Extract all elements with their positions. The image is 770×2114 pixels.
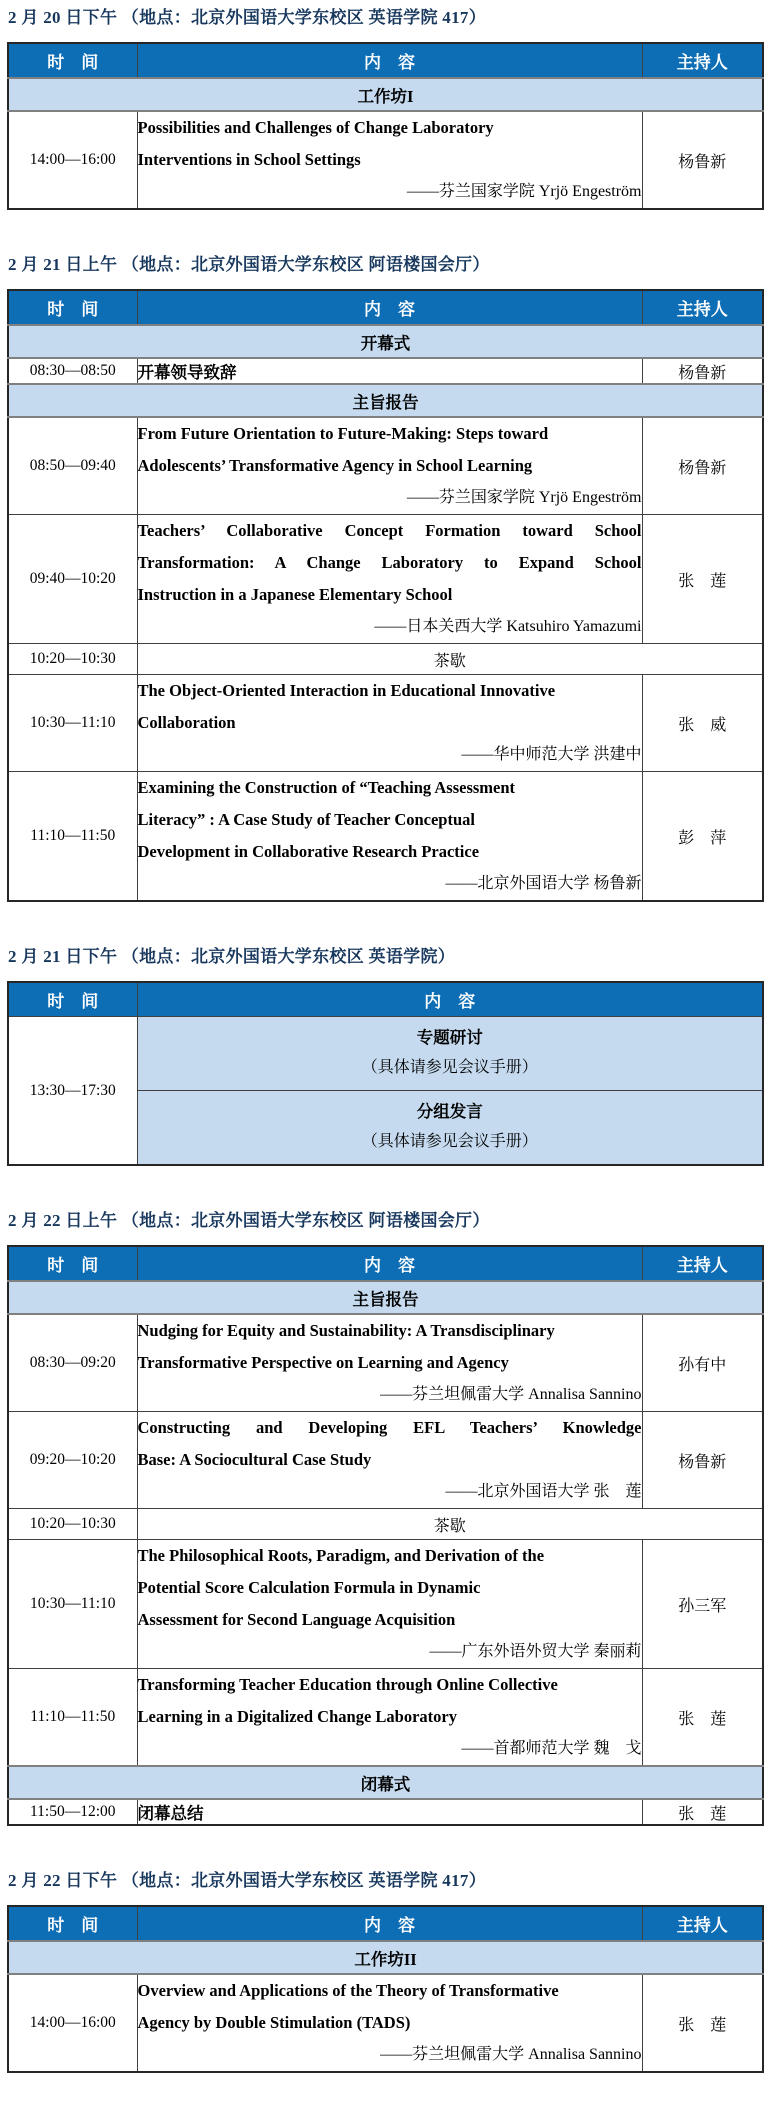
host-cell: 张 莲 bbox=[642, 1974, 763, 2072]
date-heading: 2 月 22 日下午 （地点：北京外国语大学东校区 英语学院 417） bbox=[8, 1871, 486, 1890]
content-cell bbox=[137, 772, 642, 902]
host-column-header: 主持人 bbox=[642, 1906, 763, 1941]
session-title-line: Possibilities and Challenges of Change Laboratory bbox=[137, 118, 494, 137]
section-4 bbox=[7, 1210, 763, 1826]
time-cell: 10:30—11:10 bbox=[8, 675, 137, 772]
session-title-line: Transforming Teacher Education through Online Collective bbox=[137, 1675, 558, 1694]
schedule-table bbox=[7, 42, 764, 210]
time-cell: 14:00—16:00 bbox=[8, 111, 137, 209]
session-row bbox=[8, 111, 763, 209]
time-cell: 08:30—08:50 bbox=[8, 358, 137, 384]
time-cell: 14:00—16:00 bbox=[8, 1974, 137, 2072]
session-presenter: ——首都师范大学 魏 戈 bbox=[461, 1740, 642, 1757]
banner-row bbox=[8, 78, 763, 111]
session-title-line: Instruction in a Japanese Elementary School bbox=[137, 585, 453, 604]
content-cell bbox=[137, 675, 642, 772]
session-row bbox=[8, 515, 763, 644]
session-presenter: ——广东外语外贸大学 秦丽莉 bbox=[429, 1643, 642, 1660]
header-row bbox=[8, 1906, 763, 1941]
schedule-table bbox=[7, 1245, 764, 1826]
session-presenter: ——芬兰国家学院 Yrjö Engeström bbox=[406, 489, 642, 506]
session-title-line: Development in Collaborative Research Practice bbox=[137, 842, 480, 861]
header-row bbox=[8, 982, 763, 1017]
banner-cell: 主旨报告 bbox=[8, 384, 763, 417]
session-presenter: ——芬兰国家学院 Yrjö Engeström bbox=[406, 183, 642, 200]
host-cell: 张 莲 bbox=[642, 1669, 763, 1767]
schedule-table bbox=[7, 289, 764, 902]
content-cell bbox=[137, 1974, 642, 2072]
time-cell: 10:20—10:30 bbox=[8, 644, 137, 675]
merged-content-cell bbox=[137, 1017, 763, 1166]
section-1 bbox=[7, 7, 763, 210]
date-heading: 2 月 20 日下午 （地点：北京外国语大学东校区 英语学院 417） bbox=[8, 8, 486, 27]
plain-row bbox=[8, 1799, 763, 1825]
merged-block-title: 分组发言 bbox=[416, 1102, 483, 1121]
session-row bbox=[8, 1314, 763, 1412]
header-row bbox=[8, 43, 763, 78]
time-cell: 13:30—17:30 bbox=[8, 1017, 137, 1166]
section-2 bbox=[7, 254, 763, 902]
session-title-line: Nudging for Equity and Sustainability: A Transdisciplinary bbox=[137, 1321, 555, 1340]
time-cell: 10:20—10:30 bbox=[8, 1509, 137, 1540]
host-cell: 彭 萍 bbox=[642, 772, 763, 902]
host-cell: 杨鲁新 bbox=[642, 1412, 763, 1509]
time-column-header: 时 间 bbox=[8, 982, 137, 1017]
schedule-root bbox=[7, 7, 763, 2073]
content-column-header: 内 容 bbox=[137, 290, 642, 325]
banner-cell: 工作坊I bbox=[8, 78, 763, 111]
host-cell: 张 莲 bbox=[642, 1799, 763, 1825]
session-presenter: ——芬兰坦佩雷大学 Annalisa Sannino bbox=[380, 1386, 642, 1403]
session-title-line: Transformative Perspective on Learning and Agency bbox=[137, 1353, 509, 1372]
session-title-line: Transformation: A Change Laboratory to Expand School bbox=[137, 553, 642, 572]
time-cell: 08:30—09:20 bbox=[8, 1314, 137, 1412]
time-cell: 09:20—10:20 bbox=[8, 1412, 137, 1509]
schedule-table bbox=[7, 1905, 764, 2073]
host-cell: 张 莲 bbox=[642, 515, 763, 644]
merged-row bbox=[8, 1017, 763, 1166]
session-row bbox=[8, 1412, 763, 1509]
session-title-line: The Object-Oriented Interaction in Educational Innovative bbox=[137, 681, 556, 700]
session-title-line: Interventions in School Settings bbox=[137, 150, 361, 169]
session-presenter: ——日本关西大学 Katsuhiro Yamazumi bbox=[374, 618, 642, 635]
plain-row bbox=[8, 358, 763, 384]
time-cell: 11:10—11:50 bbox=[8, 1669, 137, 1767]
content-cell bbox=[137, 1540, 642, 1669]
session-title-line: Learning in a Digitalized Change Laboratory bbox=[137, 1707, 457, 1726]
merged-block-note: （具体请参见会议手册） bbox=[361, 1133, 538, 1150]
host-column-header: 主持人 bbox=[642, 290, 763, 325]
section-3 bbox=[7, 946, 763, 1166]
banner-row bbox=[8, 1281, 763, 1314]
banner-row bbox=[8, 384, 763, 417]
host-cell: 张 威 bbox=[642, 675, 763, 772]
header-row bbox=[8, 1246, 763, 1281]
content-cell: 闭幕总结 bbox=[137, 1799, 642, 1825]
banner-row bbox=[8, 325, 763, 358]
banner-row bbox=[8, 1941, 763, 1974]
merged-block bbox=[138, 1017, 763, 1091]
session-title-line: Teachers’ Collaborative Concept Formation toward School bbox=[137, 521, 642, 540]
session-title-line: Potential Score Calculation Formula in Dynamic bbox=[137, 1578, 481, 1597]
banner-row bbox=[8, 1766, 763, 1799]
schedule-table bbox=[7, 981, 764, 1166]
time-column-header: 时 间 bbox=[8, 43, 137, 78]
session-title-line: Constructing and Developing EFL Teachers’ Knowledge bbox=[137, 1418, 642, 1437]
merged-block-note: （具体请参见会议手册） bbox=[361, 1059, 538, 1076]
content-cell bbox=[137, 417, 642, 515]
time-column-header: 时 间 bbox=[8, 1246, 137, 1281]
time-cell: 10:30—11:10 bbox=[8, 1540, 137, 1669]
session-title-line: Literacy” : A Case Study of Teacher Conceptual bbox=[137, 810, 475, 829]
session-presenter: ——北京外国语大学 张 莲 bbox=[445, 1483, 642, 1500]
content-cell bbox=[137, 1669, 642, 1767]
session-row bbox=[8, 772, 763, 902]
time-cell: 09:40—10:20 bbox=[8, 515, 137, 644]
content-column-header: 内 容 bbox=[137, 43, 642, 78]
date-heading: 2 月 21 日下午 （地点：北京外国语大学东校区 英语学院） bbox=[8, 947, 456, 966]
banner-cell: 闭幕式 bbox=[8, 1766, 763, 1799]
host-cell: 杨鲁新 bbox=[642, 358, 763, 384]
session-title-line: Base: A Sociocultural Case Study bbox=[137, 1450, 372, 1469]
session-row bbox=[8, 1974, 763, 2072]
content-column-header: 内 容 bbox=[137, 982, 763, 1017]
content-column-header: 内 容 bbox=[137, 1906, 642, 1941]
date-heading: 2 月 22 日上午 （地点：北京外国语大学东校区 阿语楼国会厅） bbox=[8, 1211, 490, 1230]
content-column-header: 内 容 bbox=[137, 1246, 642, 1281]
session-title-line: Adolescents’ Transformative Agency in School Learning bbox=[137, 456, 533, 475]
session-title-line: The Philosophical Roots, Paradigm, and Derivation of the bbox=[137, 1546, 545, 1565]
session-presenter: ——华中师范大学 洪建中 bbox=[461, 746, 642, 763]
banner-cell: 主旨报告 bbox=[8, 1281, 763, 1314]
break-row bbox=[8, 1509, 763, 1540]
session-title-line: Agency by Double Stimulation (TADS) bbox=[137, 2013, 411, 2032]
host-cell: 孙有中 bbox=[642, 1314, 763, 1412]
session-row bbox=[8, 417, 763, 515]
host-cell: 杨鲁新 bbox=[642, 111, 763, 209]
section-5 bbox=[7, 1870, 763, 2073]
banner-cell: 工作坊II bbox=[8, 1941, 763, 1974]
break-row bbox=[8, 644, 763, 675]
time-cell: 08:50—09:40 bbox=[8, 417, 137, 515]
content-cell bbox=[137, 1314, 642, 1412]
session-row bbox=[8, 1669, 763, 1767]
time-column-header: 时 间 bbox=[8, 1906, 137, 1941]
session-title-line: From Future Orientation to Future-Making: Steps toward bbox=[137, 424, 549, 443]
break-cell: 茶歇 bbox=[137, 1509, 763, 1540]
date-heading: 2 月 21 日上午 （地点：北京外国语大学东校区 阿语楼国会厅） bbox=[8, 255, 490, 274]
content-cell bbox=[137, 515, 642, 644]
content-cell bbox=[137, 1412, 642, 1509]
host-column-header: 主持人 bbox=[642, 1246, 763, 1281]
break-cell: 茶歇 bbox=[137, 644, 763, 675]
banner-cell: 开幕式 bbox=[8, 325, 763, 358]
host-cell: 孙三军 bbox=[642, 1540, 763, 1669]
host-cell: 杨鲁新 bbox=[642, 417, 763, 515]
session-title-line: Examining the Construction of “Teaching Assessment bbox=[137, 778, 516, 797]
time-column-header: 时 间 bbox=[8, 290, 137, 325]
merged-block-title: 专题研讨 bbox=[416, 1028, 483, 1047]
session-title-line: Collaboration bbox=[137, 713, 236, 732]
session-presenter: ——北京外国语大学 杨鲁新 bbox=[445, 875, 642, 892]
time-cell: 11:10—11:50 bbox=[8, 772, 137, 902]
session-presenter: ——芬兰坦佩雷大学 Annalisa Sannino bbox=[380, 2046, 642, 2063]
session-row bbox=[8, 675, 763, 772]
merged-block bbox=[138, 1091, 763, 1164]
content-cell: 开幕领导致辞 bbox=[137, 358, 642, 384]
session-title-line: Assessment for Second Language Acquisition bbox=[137, 1610, 456, 1629]
time-cell: 11:50—12:00 bbox=[8, 1799, 137, 1825]
session-title-line: Overview and Applications of the Theory of Transformative bbox=[137, 1981, 559, 2000]
content-cell bbox=[137, 111, 642, 209]
host-column-header: 主持人 bbox=[642, 43, 763, 78]
header-row bbox=[8, 290, 763, 325]
session-row bbox=[8, 1540, 763, 1669]
